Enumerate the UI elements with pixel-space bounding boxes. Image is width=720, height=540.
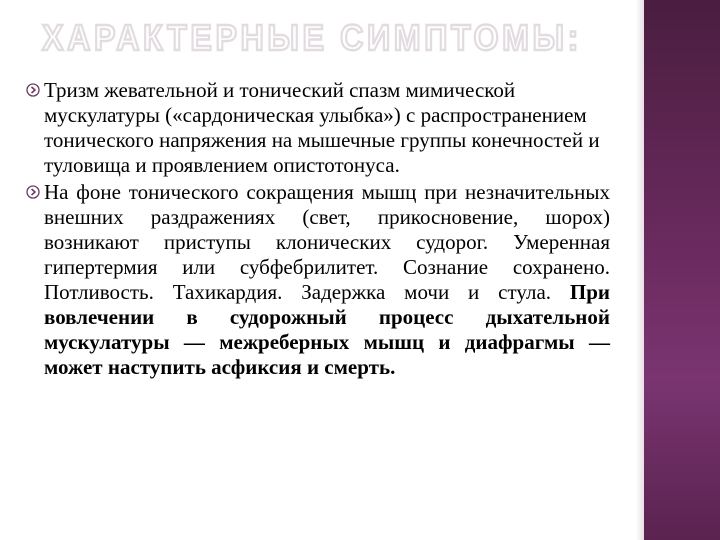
slide-title — [40, 12, 600, 62]
slide-title-outline — [40, 12, 600, 62]
bullet-text: Тризм жевательной и тонический спазм мимической мускулатуры («сардоническая улыбка») с распространением тонического напряжения на мышечные группы конечностей и туловища и проявлением опистотонуса. — [44, 78, 600, 177]
circled-arrow-icon — [26, 185, 40, 199]
side-accent-band — [644, 0, 720, 540]
bullet-item — [26, 180, 610, 380]
bullet-item — [26, 78, 610, 178]
circled-arrow-icon — [26, 83, 40, 97]
bullet-list — [26, 78, 610, 380]
bullet-text: На фоне тонического сокращения мышц при незначительных внешних раздражениях (свет, прикосновение, шорох) возникают приступы клонических судорог. Умеренная гипертермия или субфебрилитет. Сознание сохранено. Потливость. Тахикардия. Задержка мочи и стула. — [44, 180, 610, 304]
bullet-bold-text: При вовлечении в судорожный процесс дыхательной мускулатуры — межреберных мышц и диафрагмы — может наступить асфиксия и смерть. — [44, 280, 610, 379]
slide-title-text: ХАРАКТЕРНЫЕ СИМПТОМЫ: — [42, 17, 582, 58]
